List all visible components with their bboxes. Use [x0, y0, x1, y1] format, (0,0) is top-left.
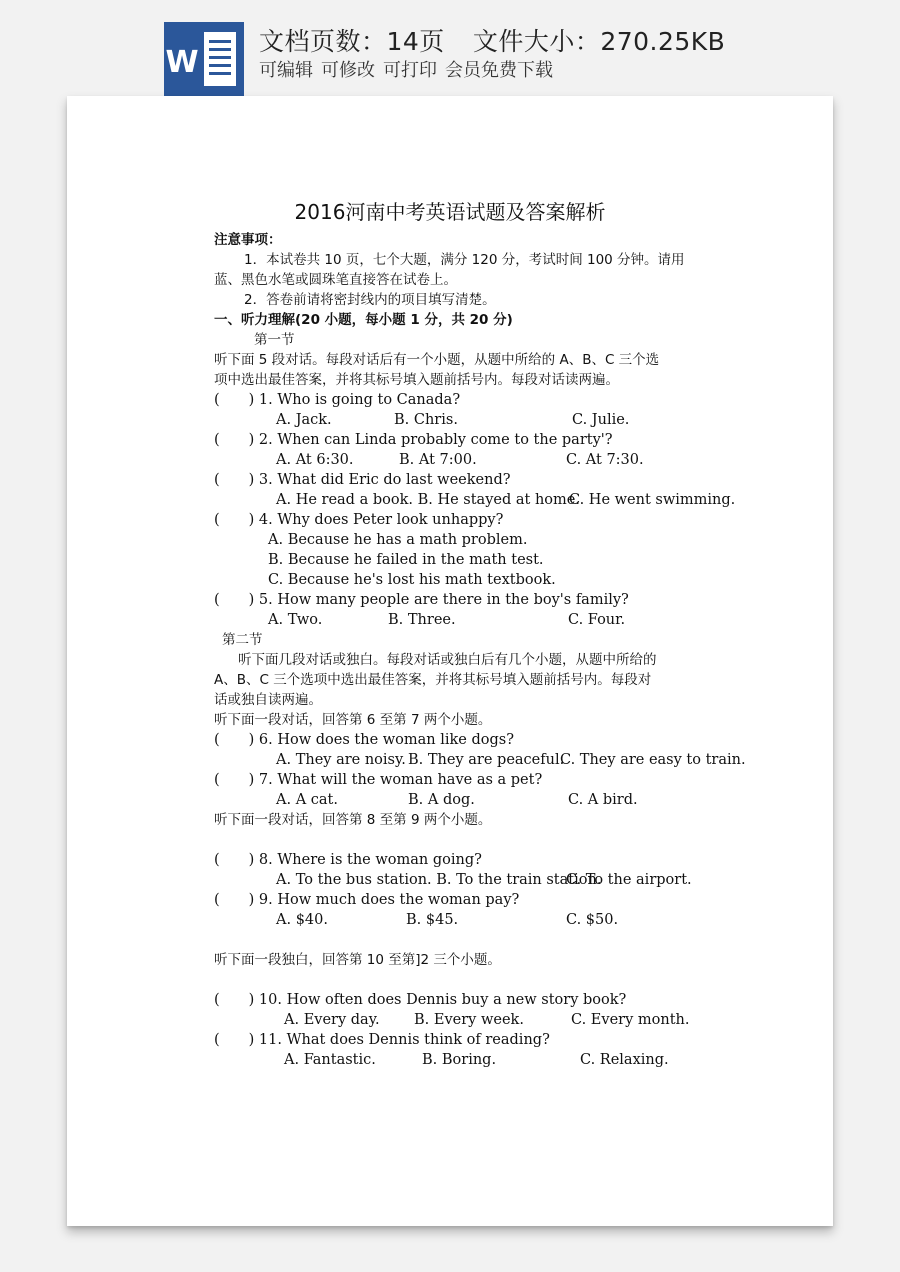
feature-printable: 可打印 [383, 60, 437, 81]
notes-heading: 注意事项： [214, 232, 282, 248]
q11-option-c: C. Relaxing. [580, 1052, 669, 1068]
q11-option-b: B. Boring. [422, 1052, 497, 1068]
part-2-instructions-line-3: 话或独自读两遍。 [214, 692, 322, 708]
q6-option-a: A. They are noisy. [276, 752, 406, 768]
question-10: ( ) 10. How often does Dennis buy a new story book? [214, 992, 627, 1008]
page-count: 文档页数：14页 [259, 27, 445, 56]
q10-option-c: C. Every month. [571, 1012, 690, 1028]
q9-option-a: A. $40. [276, 912, 328, 928]
word-document-icon [164, 22, 244, 96]
part-1-label: 第一节 [254, 332, 295, 348]
dialog-6-7-instruction: 听下面一段对话，回答第 6 至第 7 两个小题。 [214, 712, 492, 728]
file-size: 文件大小：270.25KB [472, 27, 726, 56]
feature-modifiable: 可修改 [321, 60, 375, 81]
q2-option-b: B. At 7:00. [399, 452, 477, 468]
question-3: ( ) 3. What did Eric do last weekend? [214, 472, 511, 488]
q3-options-a-b: A. He read a book. B. He stayed at home. [276, 492, 580, 508]
q10-option-a: A. Every day. [284, 1012, 380, 1028]
download-info-header [0, 0, 900, 100]
q4-option-b: B. Because he failed in the math test. [268, 552, 544, 568]
q2-option-c: C. At 7:30. [566, 452, 644, 468]
q9-option-b: B. $45. [406, 912, 459, 928]
part-2-instructions-line-2: A、B、C 三个选项中选出最佳答案，并将其标号填入题前括号内。每段对 [214, 672, 652, 688]
part-1-instructions-line-1: 听下面 5 段对话。每段对话后有一个小题，从题中所给的 A、B、C 三个选 [214, 352, 660, 368]
document-title: 2016河南中考英语试题及答案解析 [294, 200, 606, 224]
file-meta [259, 22, 725, 58]
q6-option-b: B. They are peaceful. [408, 752, 565, 768]
part-2-label: 第二节 [222, 632, 263, 648]
q11-option-a: A. Fantastic. [284, 1052, 376, 1068]
q7-option-a: A. A cat. [276, 792, 338, 808]
monologue-10-12-instruction: 听下面一段独白，回答第 10 至第]2 三个小题。 [214, 952, 501, 968]
question-6: ( ) 6. How does the woman like dogs? [214, 732, 515, 748]
q4-option-a: A. Because he has a math problem. [268, 532, 528, 548]
question-5: ( ) 5. How many people are there in the boy's family? [214, 592, 629, 608]
q9-option-c: C. $50. [566, 912, 619, 928]
q10-option-b: B. Every week. [414, 1012, 524, 1028]
q5-option-c: C. Four. [568, 612, 626, 628]
section-1-heading: 一、听力理解(20 小题，每小题 1 分，共 20 分) [214, 312, 513, 328]
q4-option-c: C. Because he's lost his math textbook. [268, 572, 556, 588]
note-1-line-2: 蓝、黑色水笔或圆珠笔直接答在试卷上。 [214, 272, 457, 288]
feature-list [259, 56, 561, 82]
question-7: ( ) 7. What will the woman have as a pet? [214, 772, 543, 788]
question-9: ( ) 9. How much does the woman pay? [214, 892, 520, 908]
q1-option-b: B. Chris. [394, 412, 458, 428]
q1-option-c: C. Julie. [572, 412, 630, 428]
q7-option-c: C. A bird. [568, 792, 638, 808]
note-1-line-1: 1．本试卷共 10 页，七个大题，满分 120 分，考试时间 100 分钟。请用 [244, 252, 685, 268]
q1-option-a: A. Jack. [276, 412, 332, 428]
question-11: ( ) 11. What does Dennis think of reading? [214, 1032, 550, 1048]
question-2: ( ) 2. When can Linda probably come to the party'? [214, 432, 613, 448]
dialog-8-9-instruction: 听下面一段对话，回答第 8 至第 9 两个小题。 [214, 812, 492, 828]
q6-option-c: C. They are easy to train. [560, 752, 746, 768]
feature-editable: 可编辑 [259, 60, 313, 81]
q3-option-c: C. He went swimming. [569, 492, 736, 508]
svg-text:W: W [165, 45, 199, 80]
note-2: 2．答卷前请将密封线内的项目填写清楚。 [244, 292, 496, 308]
part-1-instructions-line-2: 项中选出最佳答案，并将其标号填入题前括号内。每段对话读两遍。 [214, 372, 619, 388]
question-8: ( ) 8. Where is the woman going? [214, 852, 482, 868]
q2-option-a: A. At 6:30. [276, 452, 354, 468]
q5-option-a: A. Two. [268, 612, 323, 628]
feature-free-download: 会员免费下载 [445, 60, 553, 81]
q8-options-a-b: A. To the bus station. B. To the train station. [276, 872, 602, 888]
question-4: ( ) 4. Why does Peter look unhappy? [214, 512, 504, 528]
q7-option-b: B. A dog. [408, 792, 475, 808]
part-2-instructions-line-1: 听下面几段对话或独白。每段对话或独白后有几个小题，从题中所给的 [238, 652, 657, 668]
question-1: ( ) 1. Who is going to Canada? [214, 392, 461, 408]
q5-option-b: B. Three. [388, 612, 456, 628]
q8-option-c: C. To the airport. [566, 872, 692, 888]
